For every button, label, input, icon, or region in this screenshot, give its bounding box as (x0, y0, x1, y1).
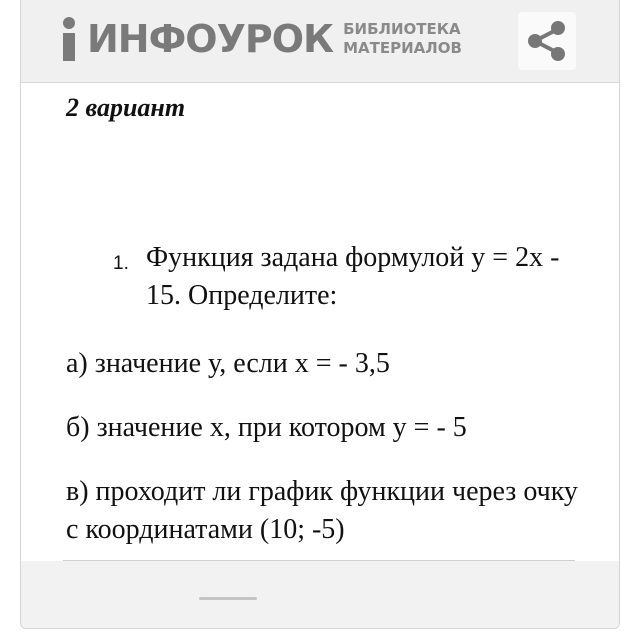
task-item-b: б) значение х, при котором у = - 5 (66, 412, 467, 443)
variant-heading: 2 вариант (66, 93, 186, 122)
logo-wordmark: ИНФОУРОК (87, 17, 334, 61)
logo-subtitle-line1: БИБЛИОТЕКА (343, 20, 461, 38)
document-card (20, 0, 620, 629)
task-item-c: в) проходит ли график функции через очку с координатами (10; -5) (66, 476, 578, 545)
logo-subtitle (343, 20, 462, 58)
share-button[interactable] (518, 12, 576, 70)
share-icon (518, 12, 576, 70)
scroll-handle[interactable] (199, 597, 257, 600)
infourok-logo-icon (61, 17, 79, 61)
logo-subtitle-line2: МАТЕРИАЛОВ (343, 39, 462, 57)
document-content (21, 83, 619, 560)
question-number: 1. (113, 253, 129, 274)
task-item-a: а) значение у, если х = - 3,5 (66, 348, 390, 379)
site-header (21, 0, 619, 83)
infourok-logo[interactable] (61, 14, 462, 64)
viewer-footer (21, 561, 619, 628)
question-text: Функция задана формулой у = 2х - 15. Определите: (146, 242, 560, 311)
